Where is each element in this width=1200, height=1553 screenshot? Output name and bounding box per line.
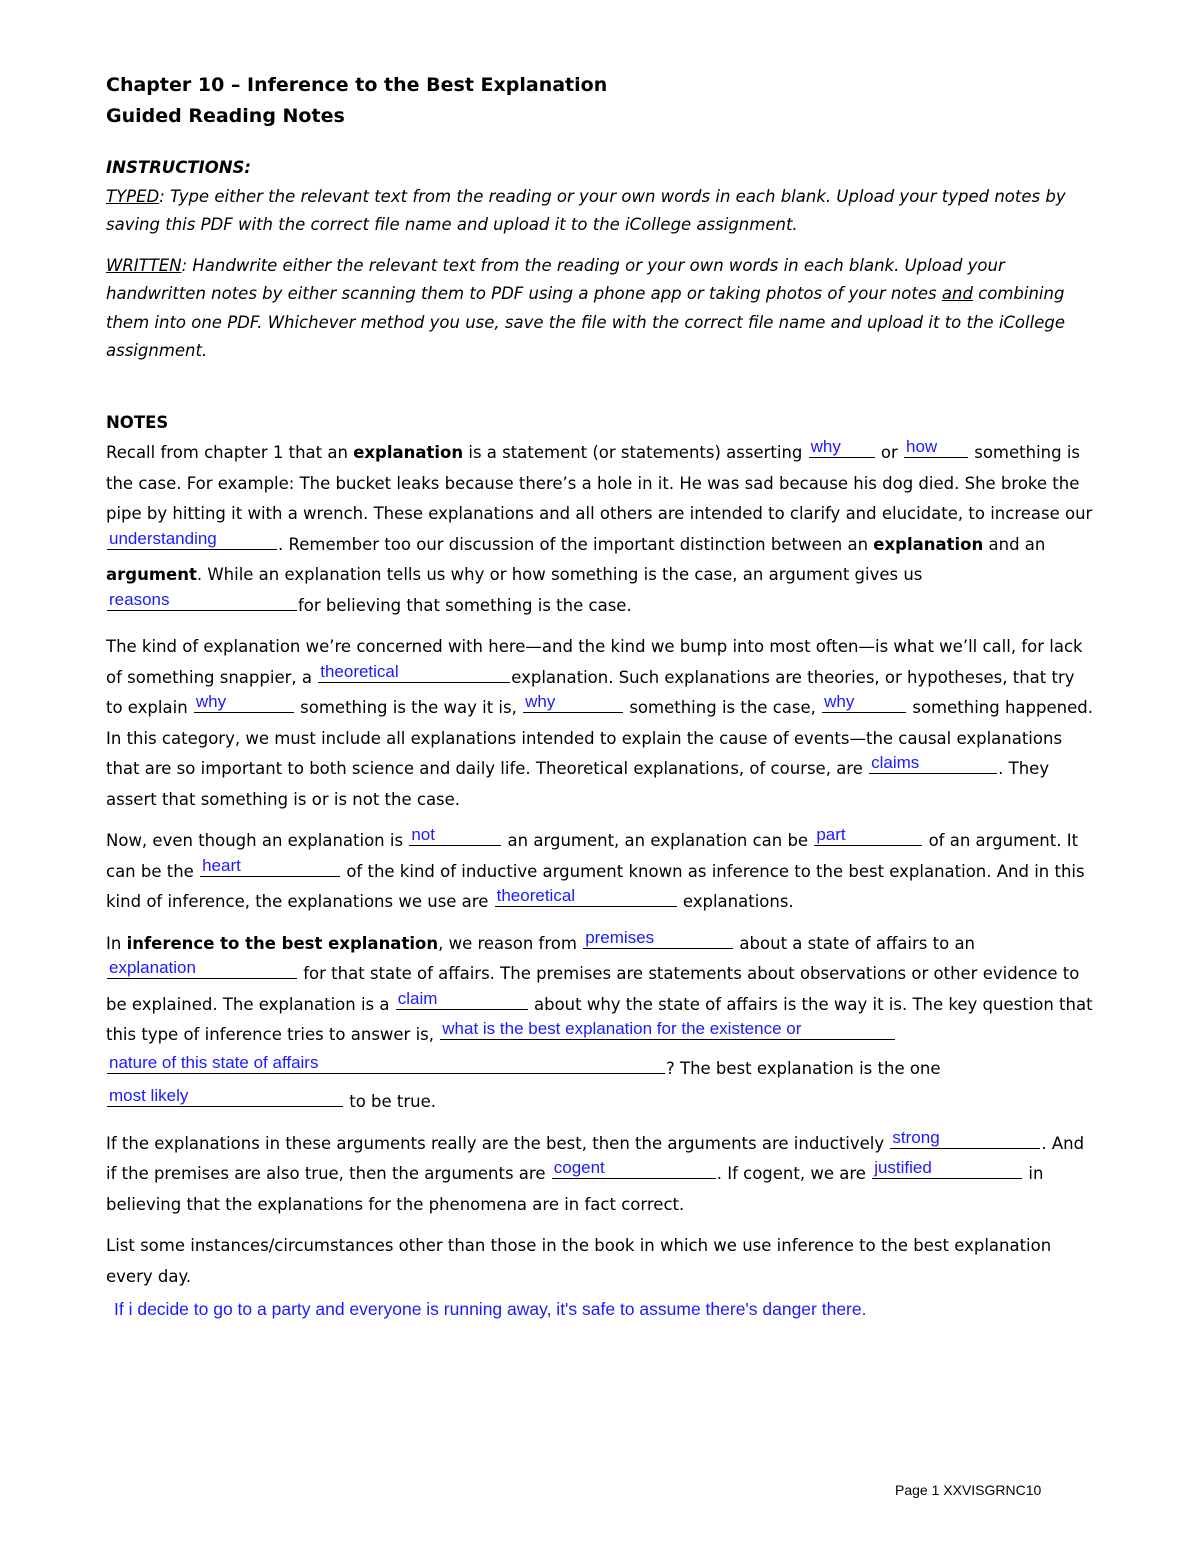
text: . Remember too our discussion of the important distinction between an [278,534,874,554]
written-text-b: combining them into one PDF. Whichever method you use, save the file with the correct file name and upload it to the iCollege assignment. [106,284,1065,360]
title-line-chapter: Chapter 10 – Inference to the Best Explanation [106,74,608,96]
blank-field[interactable] [107,1051,665,1074]
document-body [106,70,1096,1335]
text: ? The best explanation is the one [666,1058,941,1078]
blank-field[interactable] [409,827,501,846]
text: of an argument. It can be the [106,831,1079,881]
text: If the explanations in these arguments really are the best, then the arguments are inductively [106,1133,890,1153]
text: Now, even though an explanation is [106,831,409,850]
blank-field[interactable] [583,927,733,949]
question-text: List some instances/circumstances other than those in the book in which we use inference to the best explanation every day. [106,1236,1052,1286]
term-explanation: explanation [873,534,984,554]
answer-text: not [411,825,435,844]
answer-text: what is the best explanation for the existence or [442,1019,802,1038]
answer-text: cogent [553,1158,605,1177]
typed-label: TYPED [106,186,160,206]
answer-text: part [816,825,846,844]
text: of the kind of inductive argument known as inference to the best explanation. And in this kind of inference, the explanations we use are [106,861,1085,911]
answer-text: justified [874,1158,932,1177]
notes-paragraph-3 [106,826,1096,918]
blank-field[interactable] [809,439,875,458]
text: In [106,933,127,953]
blank-field[interactable] [814,827,922,846]
free-response-answer[interactable]: If i decide to go to a party and everyone is running away, it's safe to assume there's danger there. [114,1299,867,1319]
notes-paragraph-1 [106,438,1096,621]
notes-paragraph-2 [106,632,1096,815]
text: something is the case, [624,698,822,717]
blank-field[interactable] [552,1160,716,1179]
answer-text: most likely [109,1086,189,1105]
notes-paragraph-5 [106,1129,1096,1221]
text: an argument, an explanation can be [502,831,814,850]
answer-text: claims [871,753,920,772]
answer-text: theoretical [320,661,399,681]
answer-text: heart [202,855,241,875]
answer-text: why [810,437,841,456]
blank-field[interactable] [523,694,623,713]
blank-field[interactable] [396,988,528,1010]
text: in believing that the explanations for the phenomena are in fact correct. [106,1164,1044,1214]
term-argument: argument [106,565,197,584]
text: for that state of affairs. The premises are statements about observations or other evidence to be explained. The explanation is a [106,964,1080,1014]
answer-text: why [824,692,855,711]
answer-text: claim [397,988,438,1008]
title-line-subtitle: Guided Reading Notes [106,105,345,127]
text: or [875,443,903,462]
answer-text: understanding [109,528,217,548]
text: for believing that something is the case. [298,595,632,615]
page-title [106,70,1096,132]
notes-heading: NOTES [106,412,169,432]
text: . And if the premises are also true, then the arguments are [106,1133,1085,1183]
text: something is the case. For example: The bucket leaks because there’s a hole in it. He was sad because his dog died. She broke the pipe by hitting it with a wrench. These explanations and all others are intended to clarify and elucidate, to increase our [106,443,1093,523]
written-instructions [106,252,1096,366]
instructions-section [106,154,1096,366]
answer-text: reasons [109,589,170,609]
blank-field[interactable] [872,1160,1022,1179]
instructions-heading: INSTRUCTIONS: [106,158,252,177]
text: explanations. [677,892,794,911]
written-and: and [941,284,973,303]
blank-field[interactable] [318,661,510,683]
typed-instructions [106,183,1096,240]
blank-field[interactable] [869,755,997,774]
text: The kind of explanation we’re concerned with here—and the kind we bump into most often—is what we’ll call, for lack of something snappier, a [106,637,1083,687]
answer-text: nature of this state of affairs [109,1052,319,1072]
blank-field[interactable] [194,694,294,713]
text: . If cogent, we are [716,1164,872,1183]
text: is a statement (or statements) asserting [463,443,808,462]
blank-field[interactable] [107,589,297,611]
text: Recall from chapter 1 that an [106,443,354,462]
written-text-a: : Handwrite either the relevant text from the reading or your own words in each blank. Upload your handwritten notes by either scanning them to PDF using a phone app or taking photos of your notes [106,255,1005,303]
text: something is the way it is, [294,698,523,717]
text: about why the state of affairs is the way it is. The key question that this type of inference tries to answer is, [106,994,1093,1044]
text: to be true. [344,1092,437,1111]
notes-paragraph-6 [106,1231,1096,1324]
answer-text: explanation [109,958,196,977]
blank-field[interactable] [200,855,340,877]
blank-field[interactable] [107,960,297,979]
typed-text: : Type either the relevant text from the reading or your own words in each blank. Upload your typed notes by saving this PDF with the correct file name and upload it to the iCollege assignment. [106,186,1066,234]
text: about a state of affairs to an [734,933,976,953]
text: something happened. In this category, we must include all explanations intended to explain the cause of events—the causal explanations that are so important to both science and daily life. Theoretical explanations, of course, are [106,698,1093,778]
answer-text: how [906,437,938,456]
answer-text: why [195,692,227,711]
blank-field[interactable] [107,1084,343,1107]
blank-field[interactable] [822,694,906,713]
text: . While an explanation tells us why or how something is the case, an argument gives us [196,565,923,584]
page-footer: Page 1 XXVISGRNC10 [895,1482,1042,1498]
blank-field[interactable] [440,1021,895,1040]
written-label: WRITTEN [106,255,182,275]
blank-field[interactable] [904,439,968,458]
text: and an [983,534,1046,554]
blank-field[interactable] [890,1127,1040,1149]
blank-field[interactable] [495,888,677,907]
term-explanation: explanation [353,443,464,462]
blank-field[interactable] [107,528,277,550]
text: explanation. Such explanations are theories, or hypotheses, that try to explain [106,667,1075,717]
term-inference-best-explanation: inference to the best explanation [126,933,439,953]
text: , we reason from [438,933,583,953]
text: . They assert that something is or is not the case. [106,759,1050,809]
notes-paragraph-4 [106,929,1096,1118]
answer-text: why [525,692,556,711]
answer-text: strong [892,1127,940,1147]
answer-text: theoretical [496,886,576,905]
answer-text: premises [585,927,655,947]
notes-section [106,408,1096,1325]
